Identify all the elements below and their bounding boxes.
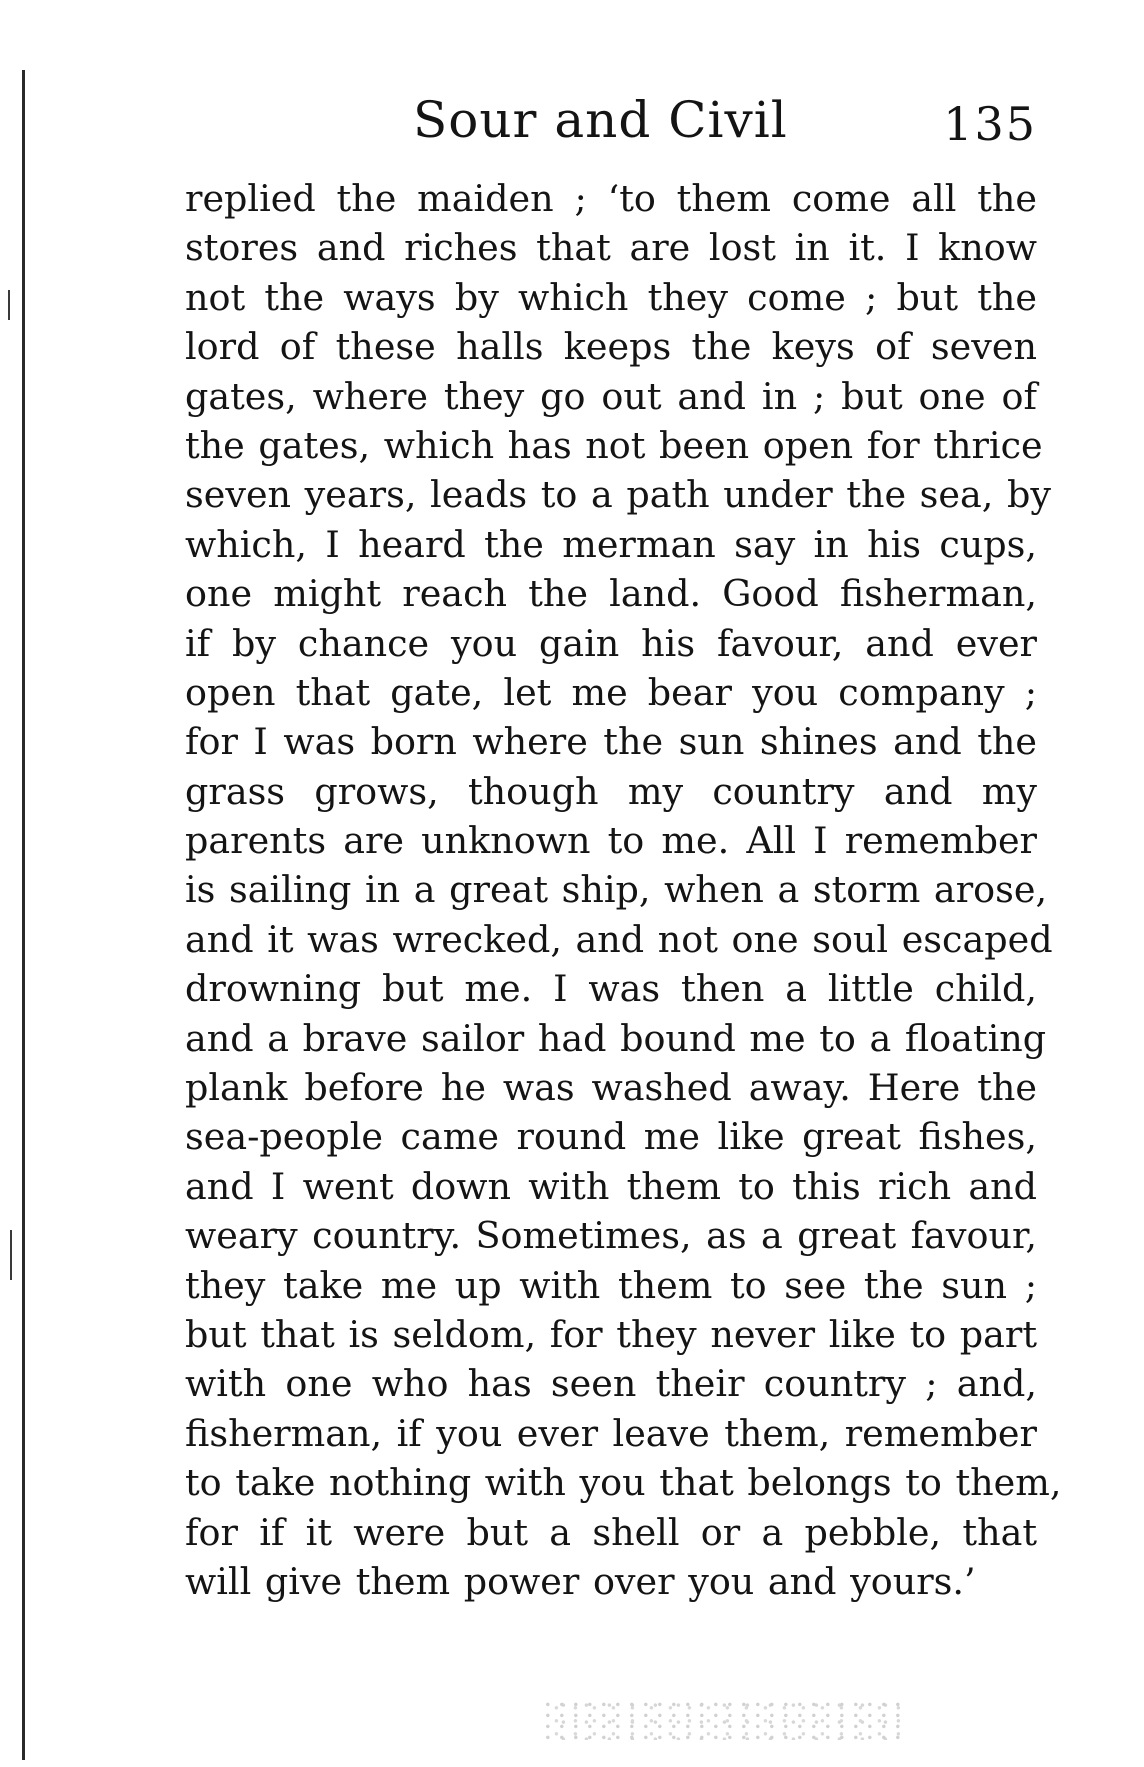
running-head: [185, 88, 1037, 152]
page-number: 135: [943, 97, 1037, 151]
text-line: gates, where they go out and in ; but one of: [185, 374, 1037, 418]
text-line: for I was born where the sun shines and the: [185, 720, 1037, 764]
text-line: with one who has seen their country ; and,: [185, 1362, 1037, 1406]
text-line: stores and riches that are lost in it. I know: [185, 226, 1037, 270]
binding-mark: [8, 290, 10, 320]
text-line: will give them power over you and yours.’: [185, 1559, 976, 1603]
text-line: and I went down with them to this rich and: [185, 1164, 1037, 1208]
text-line: and it was wrecked, and not one soul escaped: [185, 917, 1053, 961]
text-line: if by chance you gain his favour, and ever: [185, 621, 1037, 665]
text-line: fisherman, if you ever leave them, remember: [185, 1411, 1037, 1455]
text-line: is sailing in a great ship, when a storm arose,: [185, 868, 1048, 912]
running-title: Sour and Civil: [413, 91, 788, 149]
text-line: weary country. Sometimes, as a great favour,: [185, 1214, 1037, 1258]
text-line: the gates, which has not been open for thrice: [185, 423, 1043, 467]
text-line: which, I heard the merman say in his cups,: [185, 522, 1037, 566]
text-line: replied the maiden ; ‘to them come all the: [185, 177, 1037, 220]
text-line: sea-people came round me like great fishes,: [185, 1115, 1037, 1159]
text-line: not the ways by which they come ; but the: [185, 275, 1037, 319]
text-line: one might reach the land. Good fisherman,: [185, 572, 1037, 616]
text-line: plank before he was washed away. Here the: [185, 1066, 1037, 1110]
scan-smudge: [545, 1700, 900, 1740]
text-line: for if it were but a shell or a pebble, that: [185, 1510, 1037, 1554]
text-line: they take me up with them to see the sun ;: [185, 1263, 1037, 1307]
binding-edge-line: [22, 70, 25, 1760]
text-line: but that is seldom, for they never like to part: [185, 1312, 1037, 1356]
text-line: seven years, leads to a path under the sea, by: [185, 473, 1051, 517]
text-line: to take nothing with you that belongs to them,: [185, 1461, 1062, 1505]
binding-mark: [10, 1230, 12, 1280]
text-line: and a brave sailor had bound me to a floating: [185, 1016, 1047, 1060]
body-text: [185, 174, 1062, 1606]
text-line: grass grows, though my country and my: [185, 769, 1037, 813]
text-line: lord of these halls keeps the keys of seven: [185, 325, 1037, 369]
text-line: drowning but me. I was then a little child,: [185, 967, 1037, 1011]
text-line: parents are unknown to me. All I remember: [185, 819, 1037, 863]
text-line: open that gate, let me bear you company ;: [185, 670, 1037, 714]
